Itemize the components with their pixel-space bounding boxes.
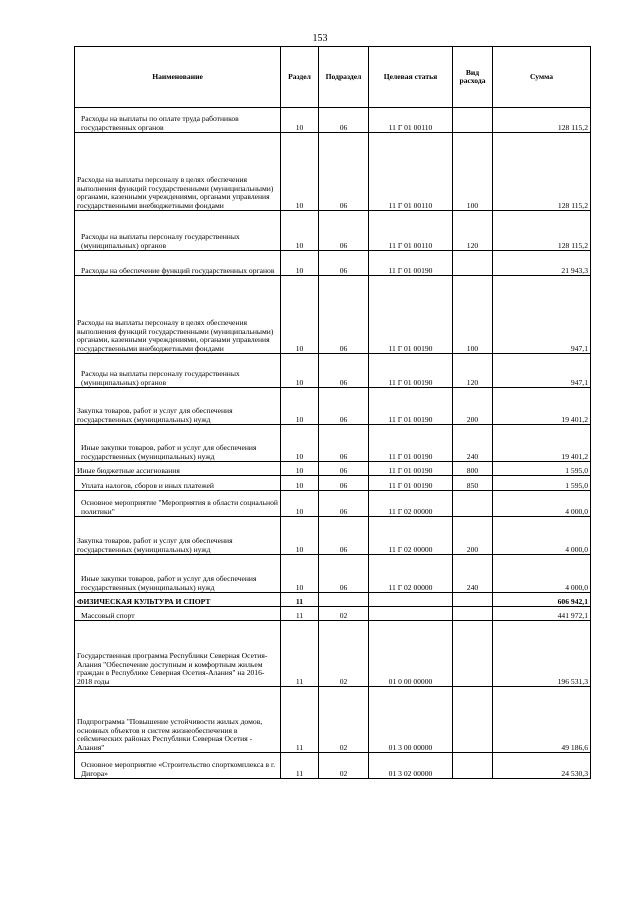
row-target: 11 Г 01 00190 xyxy=(369,251,453,276)
row-vid xyxy=(453,687,493,753)
table-row xyxy=(75,108,591,133)
table-row xyxy=(75,251,591,276)
row-vid xyxy=(453,491,493,517)
row-podrazdel: 02 xyxy=(319,687,369,753)
row-sum: 4 000,0 xyxy=(493,555,591,593)
table-row xyxy=(75,753,591,779)
table-row xyxy=(75,276,591,354)
row-name: Подпрограмма "Повышение устойчивости жилых домов, основных объектов и систем жизнеобеспечения в сейсмических районах Республики Северная Осетия - Алания" xyxy=(75,687,281,753)
table-row xyxy=(75,425,591,462)
row-podrazdel xyxy=(319,593,369,607)
table-row xyxy=(75,687,591,753)
row-sum: 49 186,6 xyxy=(493,687,591,753)
row-razdel: 10 xyxy=(281,211,319,251)
row-vid xyxy=(453,621,493,687)
row-name: Государственная программа Республики Северная Осетия-Алания "Обеспечение доступным и комфортным жильем граждан в Республике Северная Осетия-Алания" на 2016-2018 годы xyxy=(75,621,281,687)
row-name: Иные закупки товаров, работ и услуг для обеспечения государственных (муниципальных) нужд xyxy=(75,425,281,462)
row-razdel: 10 xyxy=(281,133,319,211)
row-sum: 128 115,2 xyxy=(493,108,591,133)
row-razdel: 10 xyxy=(281,108,319,133)
row-vid: 200 xyxy=(453,388,493,425)
row-name: Иные бюджетные ассигнования xyxy=(75,462,281,476)
row-target: 11 Г 01 00190 xyxy=(369,425,453,462)
row-razdel: 10 xyxy=(281,462,319,476)
row-sum: 1 595,0 xyxy=(493,476,591,491)
row-target: 11 Г 01 00190 xyxy=(369,276,453,354)
row-podrazdel: 06 xyxy=(319,476,369,491)
row-razdel: 10 xyxy=(281,251,319,276)
row-target: 11 Г 01 00110 xyxy=(369,108,453,133)
row-target xyxy=(369,593,453,607)
row-razdel: 11 xyxy=(281,621,319,687)
row-name: Уплата налогов, сборов и иных платежей xyxy=(75,476,281,491)
row-podrazdel: 06 xyxy=(319,425,369,462)
table-row xyxy=(75,133,591,211)
table-row xyxy=(75,517,591,555)
row-podrazdel: 06 xyxy=(319,108,369,133)
row-target: 11 Г 02 00000 xyxy=(369,517,453,555)
row-podrazdel: 06 xyxy=(319,491,369,517)
table-row xyxy=(75,593,591,607)
row-target: 11 Г 01 00190 xyxy=(369,462,453,476)
table-row xyxy=(75,621,591,687)
table-row xyxy=(75,607,591,621)
table-row xyxy=(75,354,591,388)
page-number: 153 xyxy=(312,33,328,44)
header-vid: Вид расхода xyxy=(453,47,493,108)
table-row xyxy=(75,462,591,476)
row-sum: 196 531,3 xyxy=(493,621,591,687)
row-target: 01 3 02 00000 xyxy=(369,753,453,779)
table-row xyxy=(75,388,591,425)
header-razdel: Раздел xyxy=(281,47,319,108)
row-podrazdel: 02 xyxy=(319,607,369,621)
row-name: Расходы на выплаты персоналу в целях обеспечения выполнения функций государственными (муниципальными) органами, казенными учреждениями, органами управления государственными внебюджетными фондами xyxy=(75,276,281,354)
row-vid: 120 xyxy=(453,354,493,388)
row-vid: 120 xyxy=(453,211,493,251)
row-name: Расходы на выплаты персоналу государственных (муниципальных) органов xyxy=(75,354,281,388)
row-podrazdel: 06 xyxy=(319,251,369,276)
row-razdel: 10 xyxy=(281,517,319,555)
row-podrazdel: 06 xyxy=(319,276,369,354)
row-name: Расходы на выплаты персоналу государственных (муниципальных) органов xyxy=(75,211,281,251)
row-target: 11 Г 01 00190 xyxy=(369,388,453,425)
row-vid xyxy=(453,607,493,621)
row-target: 11 Г 01 00110 xyxy=(369,133,453,211)
row-name: Расходы на выплаты по оплате труда работников государственных органов xyxy=(75,108,281,133)
row-vid: 100 xyxy=(453,276,493,354)
budget-table xyxy=(74,46,591,779)
row-name: Основное мероприятие "Мероприятия в области социальной политики" xyxy=(75,491,281,517)
row-name: Расходы на обеспечение функций государственных органов xyxy=(75,251,281,276)
row-podrazdel: 06 xyxy=(319,517,369,555)
row-razdel: 10 xyxy=(281,491,319,517)
row-target: 11 Г 02 00000 xyxy=(369,555,453,593)
row-name: Иные закупки товаров, работ и услуг для обеспечения государственных (муниципальных) нужд xyxy=(75,555,281,593)
row-vid: 800 xyxy=(453,462,493,476)
table-row xyxy=(75,555,591,593)
row-sum: 606 942,1 xyxy=(493,593,591,607)
row-sum: 21 943,3 xyxy=(493,251,591,276)
row-podrazdel: 06 xyxy=(319,462,369,476)
row-vid: 240 xyxy=(453,425,493,462)
table-row xyxy=(75,211,591,251)
row-vid: 240 xyxy=(453,555,493,593)
row-vid xyxy=(453,593,493,607)
row-sum: 128 115,2 xyxy=(493,133,591,211)
row-vid xyxy=(453,251,493,276)
row-target: 11 Г 01 00190 xyxy=(369,354,453,388)
header-podrazdel: Подраздел xyxy=(319,47,369,108)
row-sum: 24 530,3 xyxy=(493,753,591,779)
row-razdel: 10 xyxy=(281,354,319,388)
row-sum: 947,1 xyxy=(493,354,591,388)
header-target: Целевая статья xyxy=(369,47,453,108)
row-sum: 19 401,2 xyxy=(493,388,591,425)
row-razdel: 11 xyxy=(281,687,319,753)
row-razdel: 11 xyxy=(281,753,319,779)
row-podrazdel: 06 xyxy=(319,555,369,593)
row-sum: 4 000,0 xyxy=(493,517,591,555)
header-sum: Сумма xyxy=(493,47,591,108)
row-target: 11 Г 01 00110 xyxy=(369,211,453,251)
row-target: 11 Г 02 00000 xyxy=(369,491,453,517)
row-vid: 200 xyxy=(453,517,493,555)
row-razdel: 11 xyxy=(281,607,319,621)
row-target: 01 0 00 00000 xyxy=(369,621,453,687)
row-name: Основное мероприятие «Строительство спорткомплекса в г. Дигора» xyxy=(75,753,281,779)
row-name: Расходы на выплаты персоналу в целях обеспечения выполнения функций государственными (муниципальными) органами, казенными учреждениями, органами управления государственными внебюджетными фондами xyxy=(75,133,281,211)
row-podrazdel: 06 xyxy=(319,133,369,211)
row-razdel: 10 xyxy=(281,476,319,491)
row-sum: 1 595,0 xyxy=(493,462,591,476)
row-podrazdel: 06 xyxy=(319,211,369,251)
row-podrazdel: 06 xyxy=(319,354,369,388)
row-sum: 19 401,2 xyxy=(493,425,591,462)
row-name: Закупка товаров, работ и услуг для обеспечения государственных (муниципальных) нужд xyxy=(75,388,281,425)
row-sum: 441 972,1 xyxy=(493,607,591,621)
row-razdel: 10 xyxy=(281,276,319,354)
row-podrazdel: 06 xyxy=(319,388,369,425)
table-row xyxy=(75,491,591,517)
row-sum: 4 000,0 xyxy=(493,491,591,517)
row-razdel: 10 xyxy=(281,388,319,425)
row-razdel: 10 xyxy=(281,555,319,593)
row-razdel: 10 xyxy=(281,425,319,462)
table-row xyxy=(75,476,591,491)
row-sum: 947,1 xyxy=(493,276,591,354)
row-podrazdel: 02 xyxy=(319,753,369,779)
row-razdel: 11 xyxy=(281,593,319,607)
row-target xyxy=(369,607,453,621)
row-name: ФИЗИЧЕСКАЯ КУЛЬТУРА И СПОРТ xyxy=(75,593,281,607)
row-sum: 128 115,2 xyxy=(493,211,591,251)
row-podrazdel: 02 xyxy=(319,621,369,687)
row-vid xyxy=(453,753,493,779)
header-name: Наименование xyxy=(75,47,281,108)
table-header-row xyxy=(75,47,591,108)
row-target: 11 Г 01 00190 xyxy=(369,476,453,491)
row-name: Закупка товаров, работ и услуг для обеспечения государственных (муниципальных) нужд xyxy=(75,517,281,555)
row-vid: 100 xyxy=(453,133,493,211)
row-vid: 850 xyxy=(453,476,493,491)
row-target: 01 3 00 00000 xyxy=(369,687,453,753)
row-name: Массовый спорт xyxy=(75,607,281,621)
row-vid xyxy=(453,108,493,133)
